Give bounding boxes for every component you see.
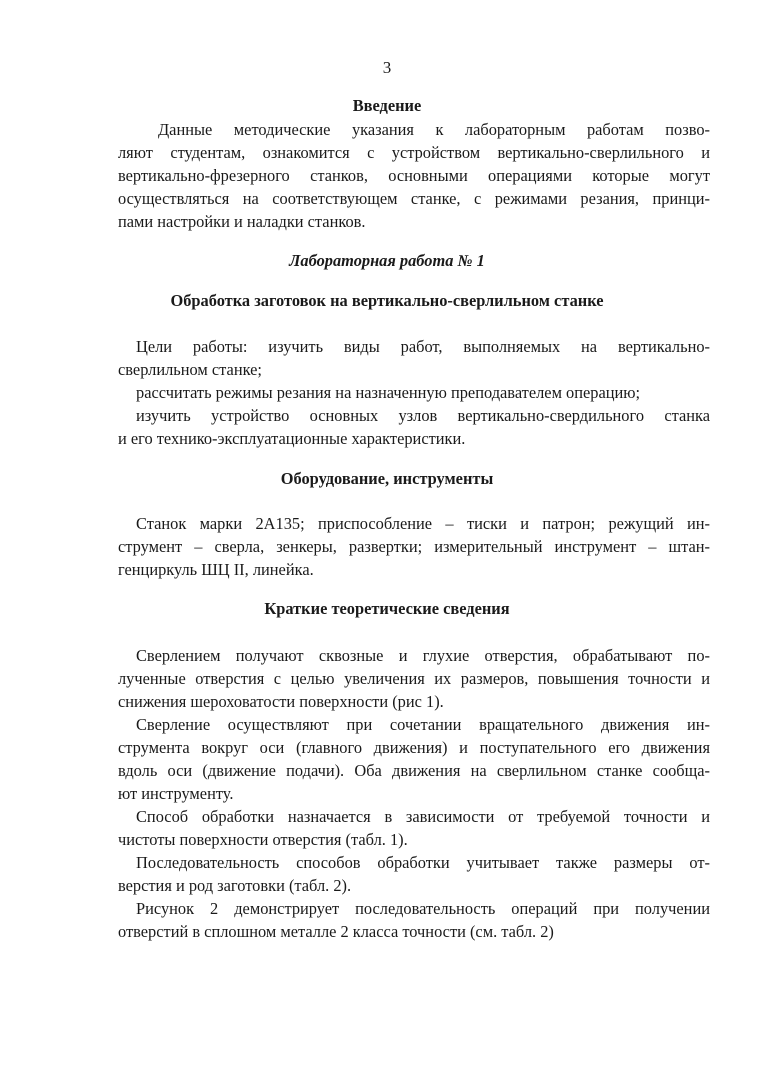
intro-line-5: пами настройки и наладки станков.	[118, 212, 366, 231]
lab-title: Лабораторная работа № 1	[289, 251, 485, 270]
theory-line-1: Сверлением получают сквозные и глухие отверстия, обрабатывают по-	[136, 646, 710, 665]
equipment-line-2: струмент – сверла, зенкеры, развертки; измерительный инструмент – штан-	[118, 537, 710, 556]
intro-line-1: Данные методические указания к лабораторным работам позво-	[158, 120, 710, 139]
theory-line-8: Способ обработки назначается в зависимости от требуемой точности и	[136, 807, 710, 826]
goals-line-3: рассчитать режимы резания на назначенную преподавателем операцию;	[136, 383, 641, 402]
intro-line-3: вертикально-фрезерного станков, основными операциями которые могут	[118, 166, 710, 185]
theory-line-3: снижения шероховатости поверхности (рис 1).	[118, 692, 444, 711]
equipment-line-1: Станок марки 2А135; приспособление – тиски и патрон; режущий ин-	[136, 514, 710, 533]
intro-line-2: ляют студентам, ознакомится с устройством вертикально-сверлильного и	[118, 143, 710, 162]
theory-line-13: отверстий в сплошном металле 2 класса точности (см. табл. 2)	[118, 922, 554, 941]
theory-heading: Краткие теоретические сведения	[264, 599, 510, 618]
intro-heading: Введение	[352, 96, 422, 115]
goals-line-4: изучить устройство основных узлов вертикально-свердильного станка	[136, 406, 710, 425]
goals-line-2: сверлильном станке;	[118, 360, 262, 379]
theory-line-4: Сверление осуществляют при сочетании вращательного движения ин-	[136, 715, 710, 734]
theory-line-9: чистоты поверхности отверстия (табл. 1).	[118, 830, 408, 849]
theory-line-12: Рисунок 2 демонстрирует последовательность операций при получении	[136, 899, 710, 918]
page-number: 3	[382, 58, 392, 77]
theory-line-2: лученные отверстия с целью увеличения их размеров, повышения точности и	[118, 669, 710, 688]
goals-line-1: Цели работы: изучить виды работ, выполняемых на вертикально-	[136, 337, 710, 356]
lab-subtitle: Обработка заготовок на вертикально-сверлильном станке	[170, 291, 604, 310]
equipment-line-3: генциркуль ШЦ II, линейка.	[118, 560, 314, 579]
theory-line-5: струмента вокруг оси (главного движения) и поступательного его движения	[118, 738, 710, 757]
goals-line-5: и его технико-эксплуатационные характеристики.	[118, 429, 466, 448]
theory-line-11: верстия и род заготовки (табл. 2).	[118, 876, 352, 895]
theory-line-6: вдоль оси (движение подачи). Оба движения на сверлильном станке сообща-	[118, 761, 710, 780]
theory-line-10: Последовательность способов обработки учитывает также размеры от-	[136, 853, 710, 872]
theory-line-7: ют инструменту.	[118, 784, 234, 803]
equipment-heading: Оборудование, инструменты	[280, 469, 494, 488]
intro-line-4: осуществляться на соответствующем станке, с режимами резания, принци-	[118, 189, 710, 208]
